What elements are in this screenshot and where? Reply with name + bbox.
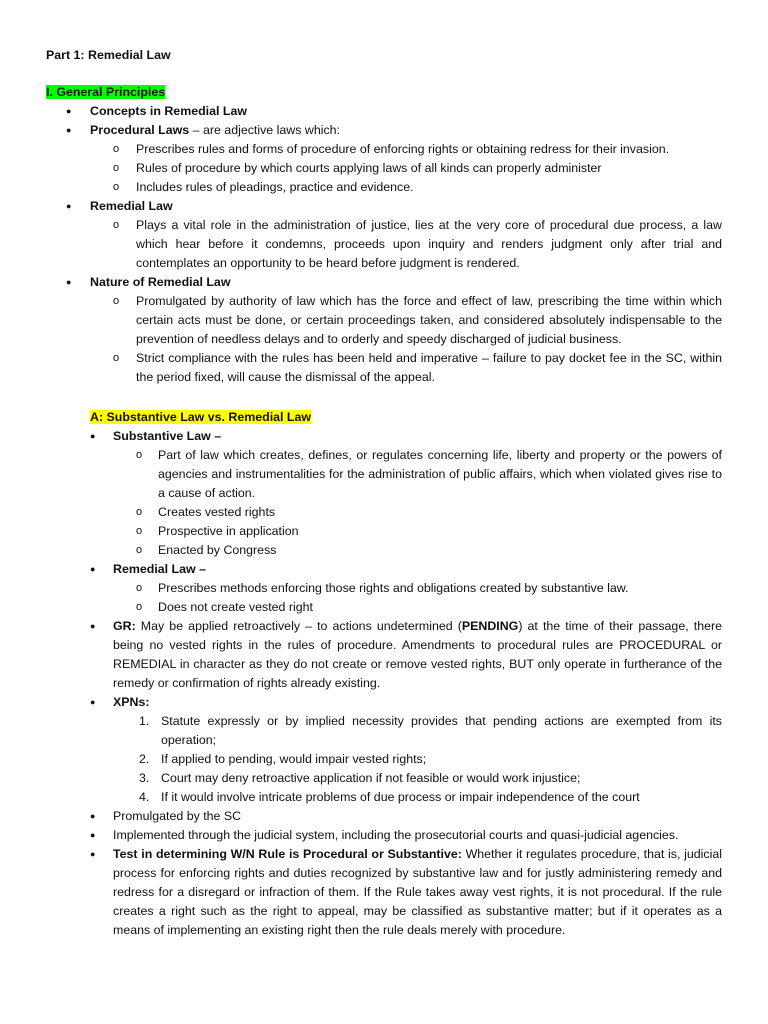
numbered-item: 3. Court may deny retroactive application if not feasible or would work injustice; — [139, 771, 581, 785]
list-item: ● XPNs: — [0, 693, 768, 712]
numbered-item: 1. Statute expressly or by implied necessity provides that pending actions are exempted from its operation; — [139, 714, 722, 747]
bullet-icon: ● — [66, 125, 72, 135]
bullet-icon: ● — [90, 564, 96, 574]
hollow-bullet-icon: o — [113, 162, 120, 174]
hollow-bullet-icon: o — [136, 582, 143, 594]
numbered-item: 2. If applied to pending, would impair vested rights; — [139, 752, 427, 766]
sub-list-item: o Creates vested rights — [0, 503, 768, 522]
sub-list-item: o Enacted by Congress — [0, 541, 768, 560]
sub-list-item: o Prescribes rules and forms of procedure of enforcing rights or obtaining redress for their invasion. — [0, 140, 768, 159]
sub-list-item: o Rules of procedure by which courts applying laws of all kinds can properly administer — [0, 159, 768, 178]
list-item: ● Promulgated by the SC — [0, 807, 768, 826]
list-item: ● Test in determining W/N Rule is Procedural or Substantive: Whether it regulates procedure, that is, judicial process for enforcing rights and duties recognized by substantive law and for justly administering remedy and redress for a disregard or infraction of them. If the Rule takes away vest rights, it is not procedural. If the rule creates a right such as the right to appeal, may be classified as substantive matter; but if it operates as a means of implementing an existing right then the rule deals merely with procedure. — [90, 847, 722, 937]
list-item: ● Procedural Laws – are adjective laws which: — [0, 121, 768, 140]
bullet-icon: ● — [90, 811, 96, 821]
list-item: ● GR: May be applied retroactively – to actions undetermined (PENDING) at the time of their passage, there being no vested rights in the rules of procedure. Amendments to procedural rules are PROCEDURAL or REMEDIAL in character as they do not create or remove vested rights, BUT only operate in furtherance of the remedy or confirmation of rights already existing. — [90, 619, 722, 690]
hollow-bullet-icon: o — [113, 219, 120, 231]
hollow-bullet-icon: o — [136, 449, 143, 461]
bullet-icon: ● — [66, 106, 72, 116]
bullet-icon: ● — [90, 849, 96, 859]
section-heading-substantive-vs-remedial: A: Substantive Law vs. Remedial Law — [90, 410, 312, 424]
list-item: ● Remedial Law — [0, 197, 768, 216]
hollow-bullet-icon: o — [113, 295, 120, 307]
list-item: ● Nature of Remedial Law — [0, 273, 768, 292]
bullet-icon: ● — [66, 277, 72, 287]
hollow-bullet-icon: o — [136, 601, 143, 613]
hollow-bullet-icon: o — [113, 352, 120, 364]
hollow-bullet-icon: o — [136, 525, 143, 537]
bullet-icon: ● — [90, 431, 96, 441]
sub-list-item: o Part of law which creates, defines, or regulates concerning life, liberty and property or the powers of agencies and instrumentalities for the administration of public affairs, which when violated gives rise to a cause of action. — [136, 448, 722, 500]
hollow-bullet-icon: o — [113, 181, 120, 193]
section-general-principles — [0, 102, 768, 387]
sub-list-item: o Prospective in application — [0, 522, 768, 541]
bullet-icon: ● — [90, 621, 96, 631]
bullet-icon: ● — [90, 697, 96, 707]
list-item: ● Remedial Law – — [0, 560, 768, 579]
sub-list-item: o Includes rules of pleadings, practice and evidence. — [0, 178, 768, 197]
list-item: ● Implemented through the judicial system, including the prosecutorial courts and quasi-judicial agencies. — [0, 826, 768, 845]
sub-list-item: o Does not create vested right — [0, 598, 768, 617]
sub-list-item: o Plays a vital role in the administration of justice, lies at the very core of procedural due process, a law which hear before it condemns, proceeds upon inquiry and renders judgment only after trial and contemplates an opportunity to be heard before judgment is rendered. — [113, 218, 722, 270]
numbered-item: 4. If it would involve intricate problems of due process or impair independence of the court — [139, 790, 640, 804]
sub-list-item: o Prescribes methods enforcing those rights and obligations created by substantive law. — [0, 579, 768, 598]
sub-list-item: o Promulgated by authority of law which has the force and effect of law, prescribing the time within which certain acts must be done, or certain proceedings taken, and considered absolutely indispensable to the prevention of needless delays and to orderly and speedy discharged of judicial business. — [113, 294, 722, 346]
list-item: ● Concepts in Remedial Law — [0, 102, 768, 121]
list-item: ● Substantive Law – — [0, 427, 768, 446]
page-title: Part 1: Remedial Law — [46, 48, 171, 62]
hollow-bullet-icon: o — [113, 143, 120, 155]
section-heading-general-principles: I. General Principles — [46, 85, 166, 99]
bullet-icon: ● — [66, 201, 72, 211]
bullet-icon: ● — [90, 830, 96, 840]
section-substantive-vs-remedial — [0, 427, 768, 940]
sub-list-item: o Strict compliance with the rules has been held and imperative – failure to pay docket fee in the SC, within the period fixed, will cause the dismissal of the appeal. — [113, 351, 722, 384]
hollow-bullet-icon: o — [136, 506, 143, 518]
hollow-bullet-icon: o — [136, 544, 143, 556]
